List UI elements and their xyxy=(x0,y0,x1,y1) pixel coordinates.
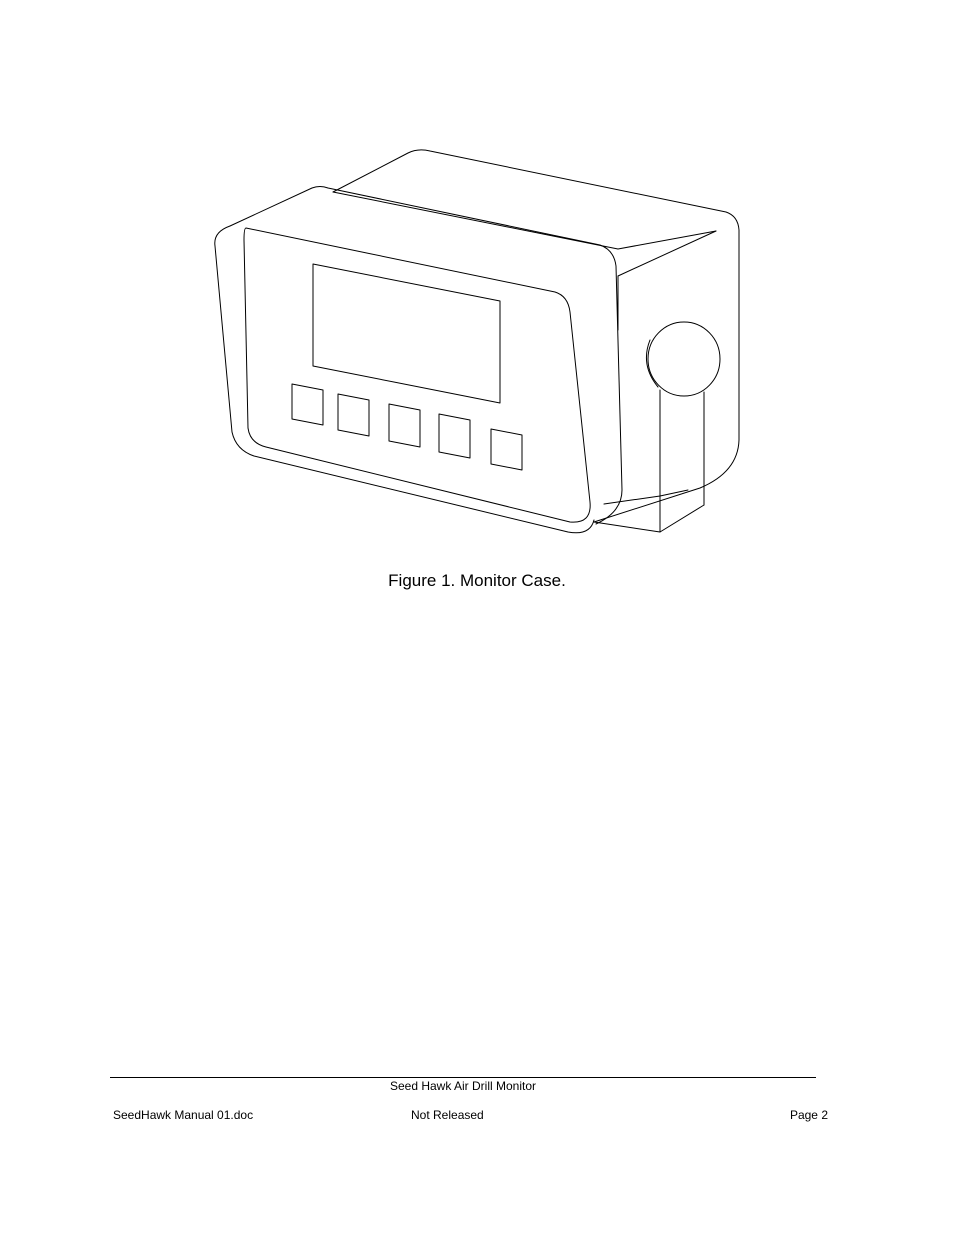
footer-page-number: Page 2 xyxy=(789,1108,828,1122)
button-5 xyxy=(491,429,522,470)
footer-status: Not Released xyxy=(411,1108,484,1122)
mount-knob xyxy=(648,322,720,396)
monitor-case-drawing xyxy=(205,140,755,550)
button-2 xyxy=(338,394,369,436)
footer-document-title: Seed Hawk Air Drill Monitor xyxy=(389,1079,537,1093)
monitor-case-figure xyxy=(205,140,755,550)
button-3 xyxy=(389,404,420,447)
button-4 xyxy=(439,414,470,458)
display-screen xyxy=(313,264,500,403)
housing-back xyxy=(333,150,739,522)
figure-caption: Figure 1. Monitor Case. xyxy=(388,571,566,590)
front-bezel xyxy=(215,187,622,533)
button-1 xyxy=(292,384,323,425)
footer-divider xyxy=(110,1077,816,1078)
mounting-bracket xyxy=(594,322,720,532)
front-buttons xyxy=(292,384,522,470)
footer-filename: SeedHawk Manual 01.doc xyxy=(113,1108,254,1122)
